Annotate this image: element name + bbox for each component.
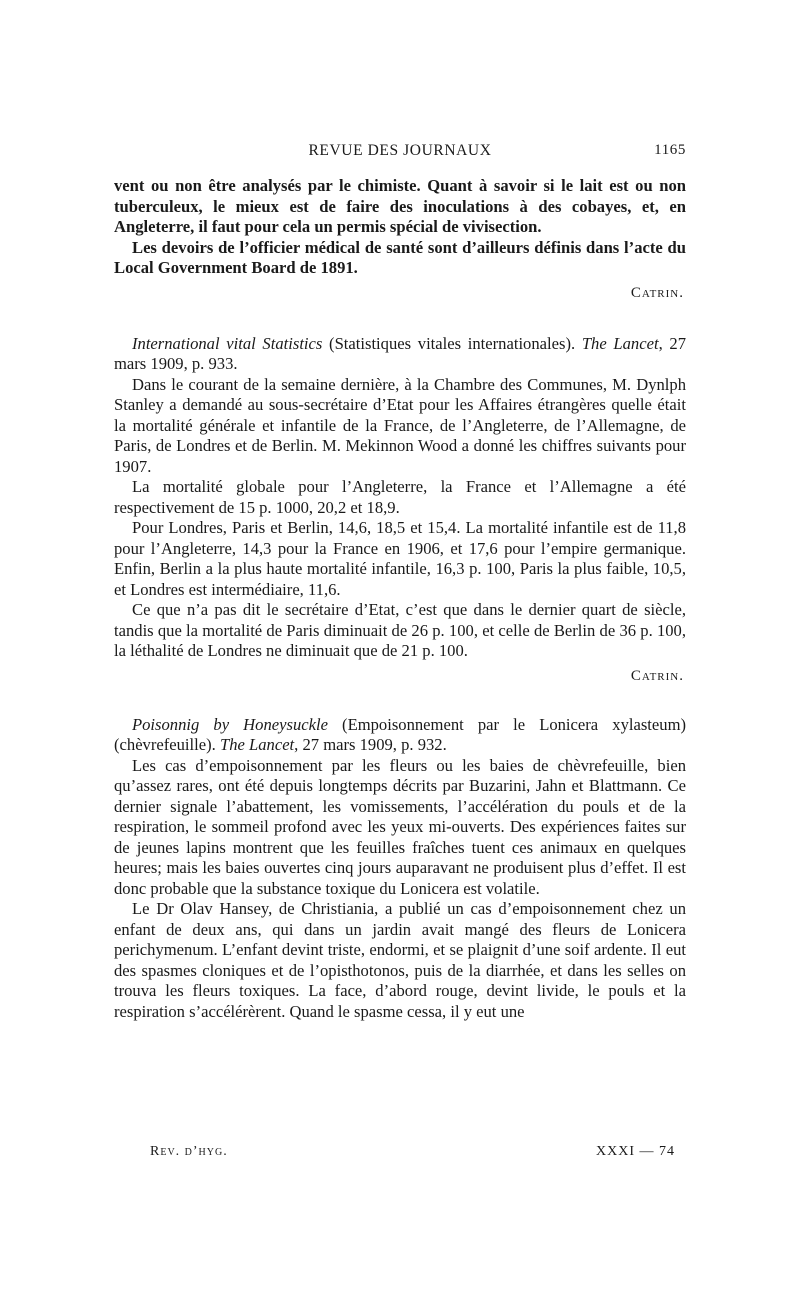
running-head-title: REVUE DES JOURNAUX: [308, 142, 492, 159]
article1-heading: [114, 334, 686, 375]
intro-paragraph-2: Les devoirs de l’officier médical de santé sont d’ailleurs définis dans l’acte du Local Government Board de 1891.: [114, 237, 686, 277]
article1-paragraph-1: Dans le courant de la semaine dernière, à la Chambre des Communes, M. Dynlph Stanley a demandé au sous-secrétaire d’Etat pour les Affaires étrangères quelle était la mortalité générale et infantile de la France, de l’Angleterre, de l’Allemagne, de Paris, de Londres et de Berlin. M. Mekinnon Wood a donné les chiffres suivants pour 1907.: [114, 374, 686, 476]
article1-paragraph-4: Ce que n’a pas dit le secrétaire d’Etat, c’est que dans le dernier quart de siècle, tandis que la mortalité de Paris diminuait de 26 p. 100, et celle de Berlin de 36 p. 100, la léthalité de Londres ne diminuait que de 21 p. 100.: [114, 600, 686, 660]
page-number: 1165: [654, 142, 686, 158]
footer-journal-abbrev: Rev. d’hyg.: [150, 1144, 228, 1159]
article1-title-italic: International vital Statistics: [132, 333, 323, 353]
running-head: [114, 140, 686, 166]
article1-journal-rest: , 27 mars 1909, p. 933.: [114, 333, 687, 373]
page-body: [114, 176, 686, 1022]
article1-signature: Catrin.: [630, 667, 684, 684]
article1-journal-italic: The Lancet: [581, 333, 659, 353]
article2-paragraph-2: Le Dr Olav Hansey, de Christiania, a publié un cas d’empoisonnement chez un enfant de deux ans, qui dans un jardin avait mangé des fleurs de Lonicera perichymenum. L’enfant devint triste, endormi, et se plaignit d’une soif ardente. Il eut des spasmes cloniques et de l’opisthotonos, puis de la diarrhée, et dans les selles on trouva les fleurs toxiques. La face, d’abord rouge, devint livide, le pouls et la respiration s’accélérèrent. Quand le spasme cessa, il y eut une: [114, 899, 686, 1021]
article2-journal-rest: , 27 mars 1909, p. 932.: [294, 735, 447, 754]
intro-signature: Catrin.: [630, 284, 684, 301]
footer-signature-mark: XXXI — 74: [596, 1144, 675, 1159]
article2-heading: [114, 715, 686, 756]
article1-title-rest: (Statistiques vitales internationales).: [322, 333, 576, 353]
intro-paragraph-1: vent ou non être analysés par le chimiste. Quant à savoir si le lait est ou non tuberculeux, le mieux est de faire des inoculations à des cobayes, et, en Angleterre, il faut pour cela un permis spécial de vivisection.: [114, 176, 686, 236]
article1-paragraph-2: La mortalité globale pour l’Angleterre, la France et l’Allemagne a été respectivement de 15 p. 1000, 20,2 et 18,9.: [114, 477, 686, 517]
article2-journal-italic: The Lancet: [219, 735, 295, 754]
article1-paragraph-3: Pour Londres, Paris et Berlin, 14,6, 18,5 et 15,4. La mortalité infantile est de 11,8 pour l’Angleterre, 14,3 pour la France en 1906, et 17,6 pour l’empire germanique. Enfin, Berlin a la plus haute mortalité infantile, 16,3 p. 100, Paris la plus faible, 10,5, et Londres est intermédiaire, 11,6.: [114, 518, 686, 599]
article2-paragraph-1: Les cas d’empoisonnement par les fleurs ou les baies de chèvrefeuille, bien qu’assez rares, ont été depuis longtemps décrits par Buzarini, Jahn et Blattmann. Ce dernier signale l’abattement, les vomissements, l’accélération du pouls et de la respiration, le sommeil profond avec les yeux mi-ouverts. Des expériences faites sur de jeunes lapins montrent que les feuilles fraîches tuent ces animaux en quelques heures; mais les baies ouvertes cinq jours auparavant ne produisent plus d’effet. Il est donc probable que la substance toxique du Lonicera est volatile.: [114, 755, 686, 898]
article2-title-italic: Poisonnig by Honeysuckle: [132, 714, 328, 734]
article2-title-rest: (Empoisonnement par le Lonicera xylasteum) (chèvrefeuille).: [114, 714, 687, 754]
page-footer: [150, 1144, 675, 1164]
